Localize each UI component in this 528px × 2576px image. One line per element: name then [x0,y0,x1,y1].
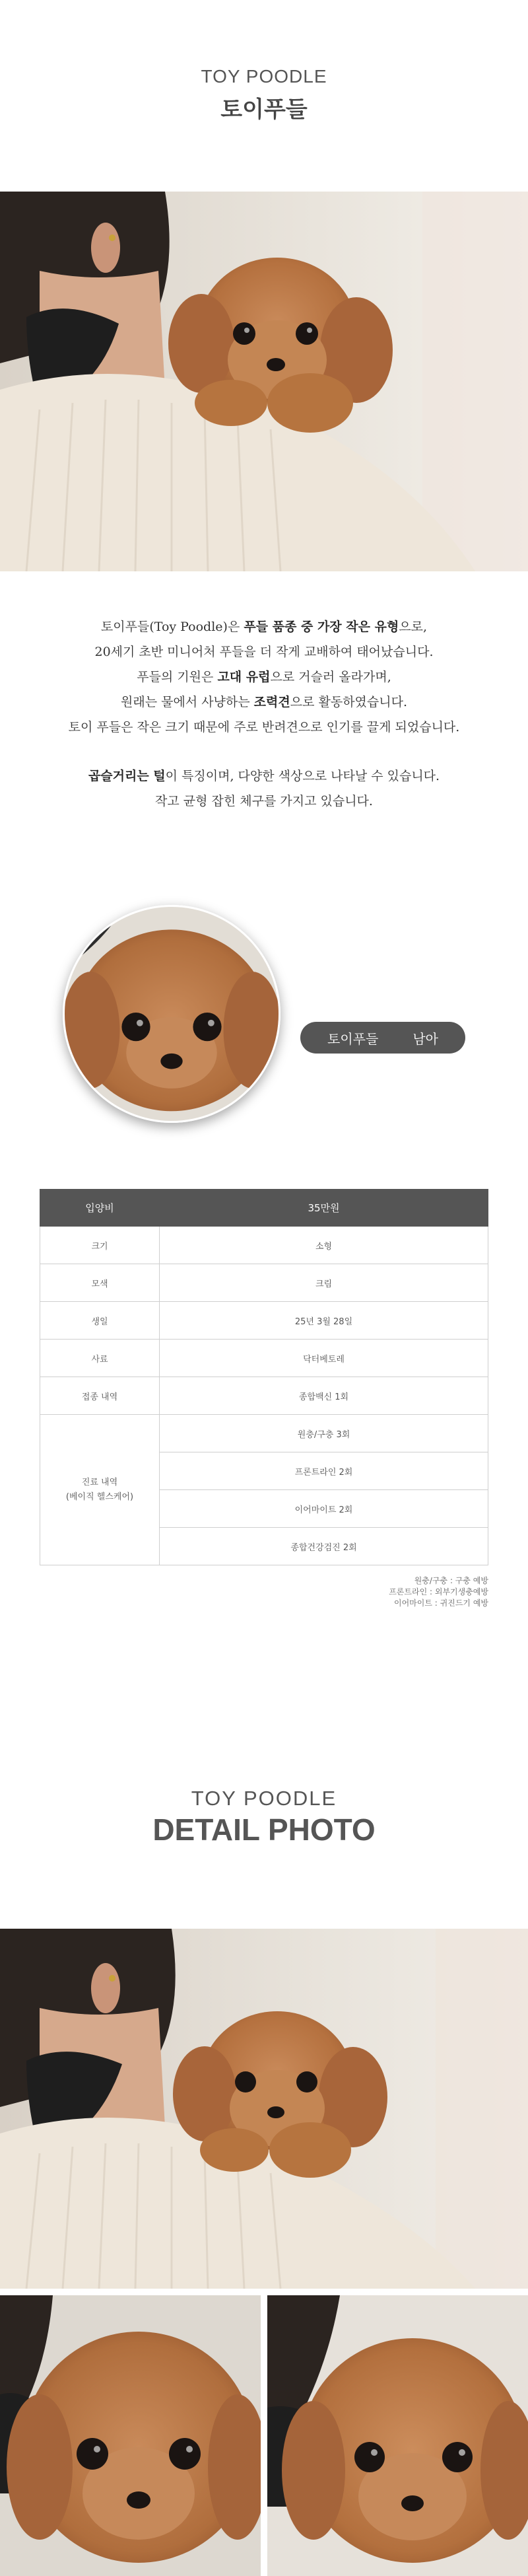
intro-line-3c: 으로 거슬러 올라가며, [270,670,391,684]
page-header [0,66,528,124]
intro-line-1a: 토이푸들(Toy Poodle)은 [100,620,244,634]
hero-photo [0,192,528,571]
table-header-row [40,1190,488,1227]
note-line: 프론트라인 : 외부기생충예방 [389,1587,488,1596]
row-label: 접종 내역 [40,1377,160,1415]
intro-text [0,614,528,814]
intro-line-3b: 고대 유럽 [217,670,271,684]
intro-line-2: 20세기 초반 미니어처 푸들을 더 작게 교배하여 태어났습니다. [94,645,434,659]
header-ko-title: 토이푸들 [220,96,308,123]
price-value: 35만원 [160,1190,488,1227]
detail-photo-right [267,2295,528,2576]
row-label: 모색 [40,1264,160,1302]
table-row [40,1227,488,1264]
row-label: 생일 [40,1302,160,1340]
table-row [40,1377,488,1415]
price-label: 입양비 [40,1190,160,1227]
row-label: 크기 [40,1227,160,1264]
detail-en-title: TOY POODLE [191,1787,337,1810]
breed-sex-badge [300,1022,465,1054]
row-value: 닥터베토레 [160,1340,488,1377]
care-value: 종합건강검진 2회 [160,1528,488,1565]
intro-line-1 [0,614,528,639]
intro-gap [0,740,528,764]
row-value: 25년 3월 28일 [160,1302,488,1340]
header-en-title: TOY POODLE [201,66,327,87]
intro-line-4 [0,690,528,715]
intro-line-4c: 으로 활동하였습니다. [290,695,407,709]
row-value: 크림 [160,1264,488,1302]
sex-label: 남아 [412,1030,438,1047]
intro-line-6a: 곱슬거리는 털 [88,769,166,783]
intro-line-3 [0,664,528,690]
row-value: 종합백신 1회 [160,1377,488,1415]
intro-line-3a: 푸들의 기원은 [137,670,218,684]
intro-line-5: 토이 푸들은 작은 크기 때문에 주로 반려견으로 인기를 끌게 되었습니다. [68,720,460,734]
detail-header [0,1787,528,1847]
care-value: 프론트라인 2회 [160,1452,488,1490]
detail-big-title: DETAIL PHOTO [152,1812,376,1847]
intro-line-1b: 푸들 품종 중 가장 작은 유형 [244,620,399,634]
care-value: 이어마이트 2회 [160,1490,488,1528]
intro-line-4a: 원래는 물에서 사냥하는 [121,695,254,709]
table-row [40,1340,488,1377]
row-label: 사료 [40,1340,160,1377]
care-label-line-2: (베이직 헬스케어) [65,1491,134,1502]
puppy-avatar [63,905,280,1123]
care-notes [389,1575,488,1609]
note-line: 이어마이트 : 귀진드기 예방 [394,1598,488,1608]
intro-line-6 [0,764,528,789]
care-label-line-1: 진료 내역 [81,1477,118,1487]
intro-line-4b: 조력견 [253,695,290,709]
row-value: 소형 [160,1227,488,1264]
table-row [40,1264,488,1302]
care-label [40,1415,160,1565]
detail-photo-main [0,1929,528,2289]
intro-line-1c: 으로, [399,620,428,634]
info-table [40,1189,488,1565]
table-row [40,1415,488,1452]
intro-line-6b: 이 특징이며, 다양한 색상으로 나타날 수 있습니다. [165,769,440,783]
breed-label: 토이푸들 [327,1030,379,1047]
detail-photo-left [0,2295,261,2576]
table-row [40,1302,488,1340]
care-value: 원충/구충 3회 [160,1415,488,1452]
intro-line-7: 작고 균형 잡힌 체구를 가지고 있습니다. [155,794,373,808]
note-line: 원충/구충 : 구충 예방 [414,1576,488,1585]
